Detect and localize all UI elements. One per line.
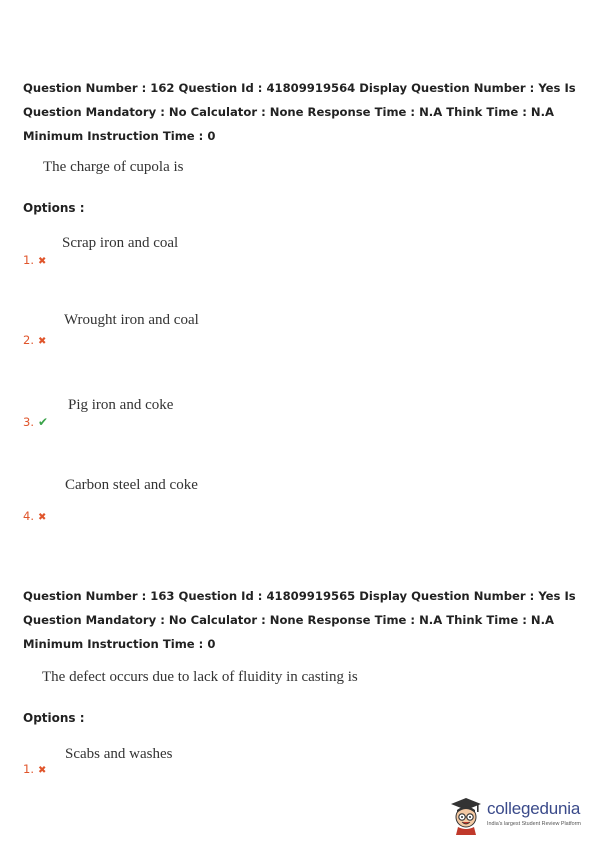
option-1-text: Scrap iron and coal — [62, 235, 179, 251]
option-4-marker — [23, 509, 46, 523]
option-number: 2. — [23, 333, 34, 347]
question-163-options-label: Options : — [23, 711, 85, 725]
question-163-text: The defect occurs due to lack of fluidity in casting is — [42, 669, 358, 685]
option-number: 3. — [23, 415, 34, 429]
cross-icon: ✖ — [37, 765, 47, 776]
option-2-marker — [23, 333, 46, 347]
option-1-text: Scabs and washes — [65, 746, 173, 762]
brand-tagline: India's largest Student Review Platform — [487, 821, 581, 827]
brand-name: collegedunia — [487, 799, 581, 818]
option-2-text: Wrought iron and coal — [64, 312, 199, 328]
option-4-text: Carbon steel and coke — [65, 477, 198, 493]
option-number: 1. — [23, 762, 34, 776]
option-1-marker — [23, 762, 46, 776]
question-162-options-label: Options : — [23, 201, 85, 215]
option-3-marker — [23, 415, 48, 429]
option-1-marker — [23, 253, 46, 267]
question-163-meta: Question Number : 163 Question Id : 41809919565 Display Question Number : Yes Is Question Mandatory : No Calculator : None Response Time : N.A Think Time : N.A Minimum Instruction Time : 0 — [23, 589, 576, 651]
option-3-text: Pig iron and coke — [68, 397, 174, 413]
cross-icon: ✖ — [37, 256, 47, 267]
option-number: 1. — [23, 253, 34, 267]
option-number: 4. — [23, 509, 34, 523]
mascot-icon — [447, 795, 485, 835]
cross-icon: ✖ — [37, 336, 47, 347]
question-162-text: The charge of cupola is — [43, 159, 184, 175]
collegedunia-logo — [447, 795, 595, 835]
question-162-meta: Question Number : 162 Question Id : 41809919564 Display Question Number : Yes Is Question Mandatory : No Calculator : None Response Time : N.A Think Time : N.A Minimum Instruction Time : 0 — [23, 81, 576, 143]
check-icon: ✔ — [37, 415, 49, 429]
cross-icon: ✖ — [37, 512, 47, 523]
